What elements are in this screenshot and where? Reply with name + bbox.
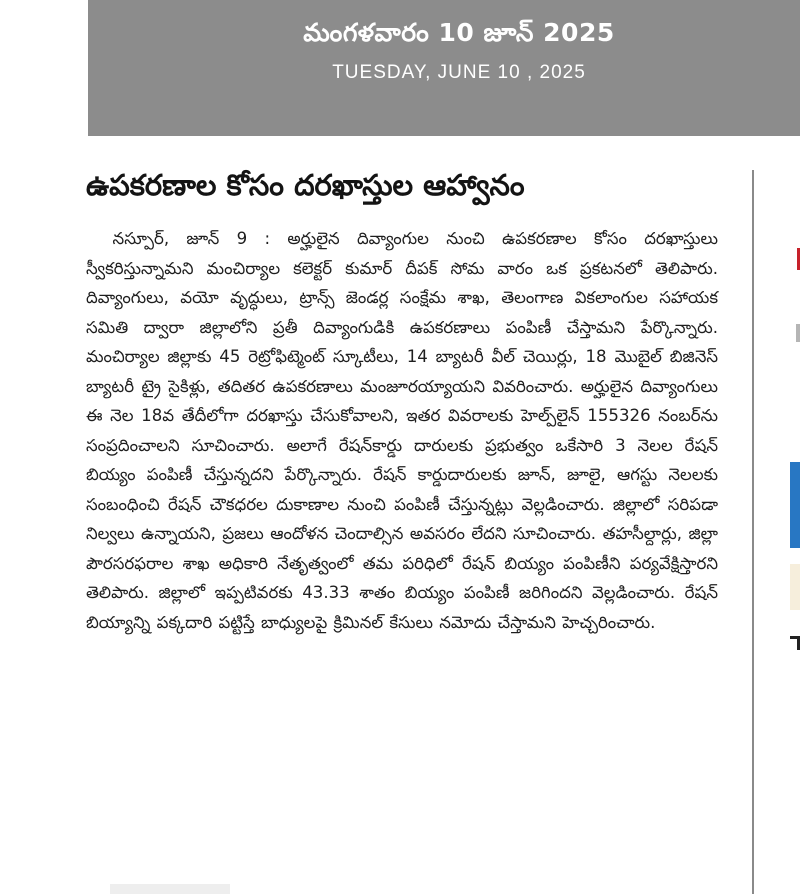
page-margin — [0, 0, 88, 894]
article-headline: ఉపకరణాల కోసం దరఖాస్తుల ఆహ్వానం — [86, 168, 525, 202]
adjacent-column-cut-glyph — [790, 636, 800, 650]
date-telugu: మంగళవారం 10 జూన్ 2025 — [303, 18, 615, 47]
adjacent-column-cream-block — [790, 564, 800, 610]
date-banner — [88, 0, 800, 136]
adjacent-column-grey-mark — [796, 324, 800, 342]
article-body: నస్పూర్, జూన్ 9 : అర్హులైన దివ్యాంగుల నుంచి ఉపకరణాల కోసం దరఖాస్తులు స్వీకరిస్తున్నామని మంచిర్యాల కలెక్టర్ కుమార్ దీపక్ సోమ వారం ఒక ప్రకటనలో తెలిపారు. దివ్యాంగులు, వయో వృద్ధులు, ట్రాన్స్ జెండర్ల సంక్షేమ శాఖ, తెలంగాణ వికలాంగుల సహాయక సమితి ద్వారా జిల్లాలోని ప్రతీ దివ్యాంగుడికి ఉపకరణాలు పంపిణీ చేస్తామని పేర్కొన్నారు. మంచిర్యాల జిల్లాకు 45 రెట్రోఫిట్మెంట్ స్కూటీలు, 14 బ్యాటరీ వీల్ చెయిర్లు, 18 మొబైల్ బిజినెస్ బ్యాటరీ ట్రై సైకిళ్లు, తదితర ఉపకరణాలు మంజూరయ్యాయని వివరించారు. అర్హులైన దివ్యాంగులు ఈ నెల 18వ తేదీలోగా దరఖాస్తు చేసుకోవాలని, ఇతర వివరాలకు హెల్ప్‌లైన్ 155326 నంబర్‌ను సంప్రదించాలని సూచించారు. అలాగే రేషన్‌కార్డు దారులకు ప్రభుత్వం ఒకేసారి 3 నెలల రేషన్ బియ్యం పంపిణీ చేస్తున్నదని పేర్కొన్నారు. రేషన్ కార్డుదారులకు జూన్, జూలై, ఆగస్టు నెలలకు సంబంధించి రేషన్ చౌకధరల దుకాణాల నుంచి పంపిణీ చేస్తున్నట్లు వెల్లడించారు. జిల్లాలో సరిపడా నిల్వలు ఉన్నాయని, ప్రజలు ఆందోళన చెందాల్సిన అవసరం లేదని సూచించారు. తహసీల్దార్లు, జిల్లా పౌరసరఫరాల శాఖ అధికారి నేతృత్వంలో తమ పరిధిలో రేషన్ బియ్యం పంపిణీని పర్యవేక్షిస్తారని తెలిపారు. జిల్లాలో ఇప్పటివరకు 43.33 శాతం బియ్యం పంపిణీ జరిగిందని వెల్లడించారు. రేషన్ బియ్యాన్ని పక్కదారి పట్టిస్తే బాధ్యులపై క్రిమినల్ కేసులు నమోదు చేస్తామని హెచ్చరించారు. — [86, 229, 718, 632]
cut-off-next-line — [110, 884, 230, 894]
date-english: TUESDAY, JUNE 10 , 2025 — [332, 62, 586, 83]
adjacent-column-blue-image — [790, 462, 800, 548]
column-divider — [752, 170, 754, 894]
